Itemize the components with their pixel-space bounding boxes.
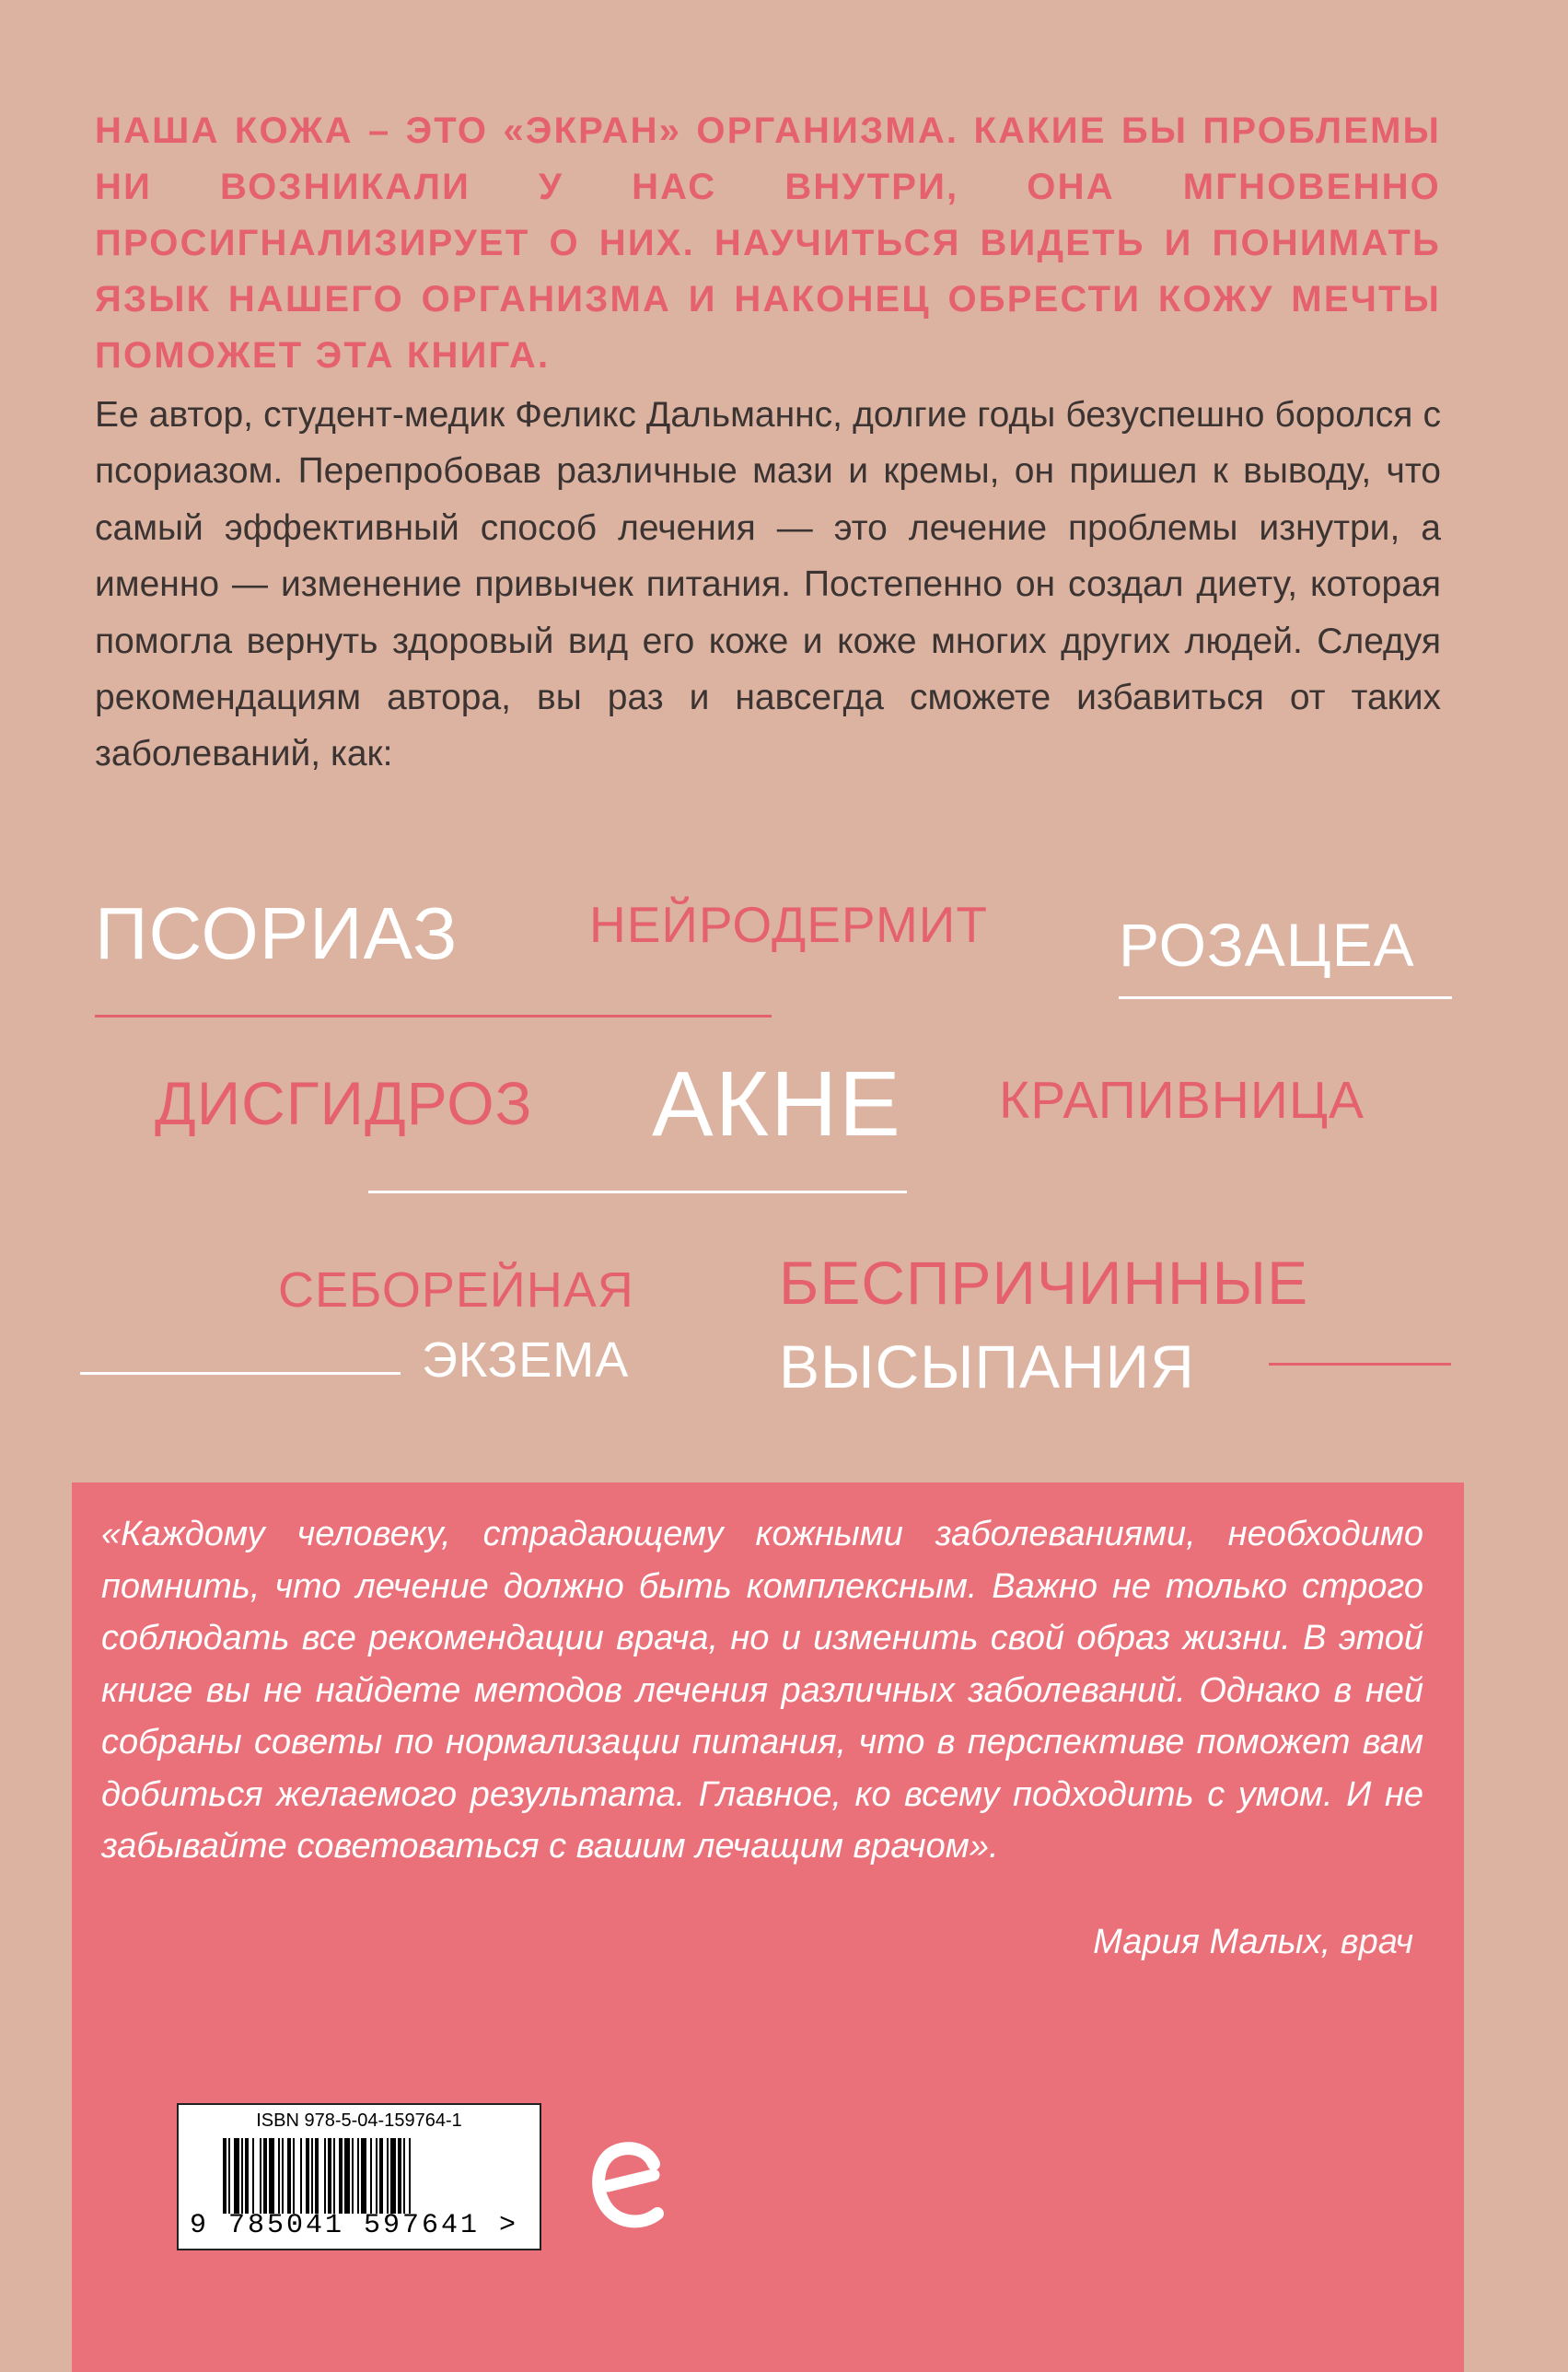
intro-lead: НАША КОЖА – ЭТО «ЭКРАН» ОРГАНИЗМА. КАКИЕ БЫ ПРОБЛЕМЫ НИ ВОЗНИКАЛИ У НАС ВНУТРИ, ОНА МГНОВЕННО ПРОСИГНАЛИЗИРУЕТ О НИХ. НАУЧИТЬСЯ ВИДЕТЬ И ПОНИМАТЬ ЯЗЫК НАШЕГО ОРГАНИЗМА И НАКОНЕЦ ОБРЕСТИ КОЖУ МЕЧТЫ ПОМОЖЕТ ЭТА КНИГА.	[95, 110, 1441, 376]
disease-seborrheic-line2: ЭКЗЕМА	[422, 1332, 630, 1388]
disease-acne: АКНЕ	[652, 1052, 902, 1156]
acne-underline	[368, 1191, 907, 1193]
disease-rosacea: РОЗАЦЕА	[1119, 911, 1415, 979]
disease-psoriasis: ПСОРИАЗ	[95, 892, 459, 974]
isbn-label: ISBN 978-5-04-159764-1	[256, 2110, 462, 2131]
disease-dyshidrosis: ДИСГИДРОЗ	[155, 1069, 533, 1137]
barcode-icon	[223, 2138, 499, 2214]
intro-body: Ее автор, студент-медик Феликс Дальманнс, долгие годы безуспешно боролся с псориазом. Перепробовав различные мази и кремы, он пришел к выводу, что самый эффективный способ лечения — это лечение проблемы изнутри, а именно — изменение привычек питания. Постепенно он создал диету, которая помогла вернуть здоровый вид его коже и коже многих других людей. Следуя рекомендациям автора, вы раз и навсегда сможете избавиться от таких заболеваний, как:	[95, 395, 1441, 774]
disease-rash-line2: ВЫСЫПАНИЯ	[779, 1332, 1195, 1401]
quote-attribution	[921, 1923, 1413, 1962]
rosacea-underline	[1119, 996, 1452, 999]
disease-urticaria: КРАПИВНИЦА	[999, 1071, 1365, 1130]
quote-author: Мария Малых,	[1093, 1923, 1331, 1961]
disease-neurodermatitis: НЕЙРОДЕРМИТ	[589, 896, 988, 953]
divider-line-1	[95, 1015, 772, 1017]
eksmo-logo-icon	[589, 2136, 668, 2232]
quote-author-role: врач	[1340, 1923, 1413, 1961]
disease-seborrheic-line1: СЕБОРЕЙНАЯ	[278, 1262, 634, 1318]
quote-text: «Каждому человеку, страдающему кожными заболеваниями, необходимо помнить, что лечение должно быть комплексным. Важно не только строго соблюдать все рекомендации врача, но и изменить свой образ жизни. В этой книге вы не найдете методов лечения различных заболеваний. Однако в ней собраны советы по нормализации питания, что в перспективе поможет вам добиться желаемого результата. Главное, ко всему подходить с умом. И не забывайте советоваться с вашим лечащим врачом».	[101, 1515, 1423, 1866]
disease-rash-line1: БЕСПРИЧИННЫЕ	[779, 1249, 1309, 1317]
eczema-line	[80, 1372, 401, 1375]
rash-line	[1269, 1363, 1451, 1366]
isbn-barcode-box	[177, 2103, 541, 2250]
isbn-digits: 9 785041 597641 >	[190, 2210, 519, 2241]
